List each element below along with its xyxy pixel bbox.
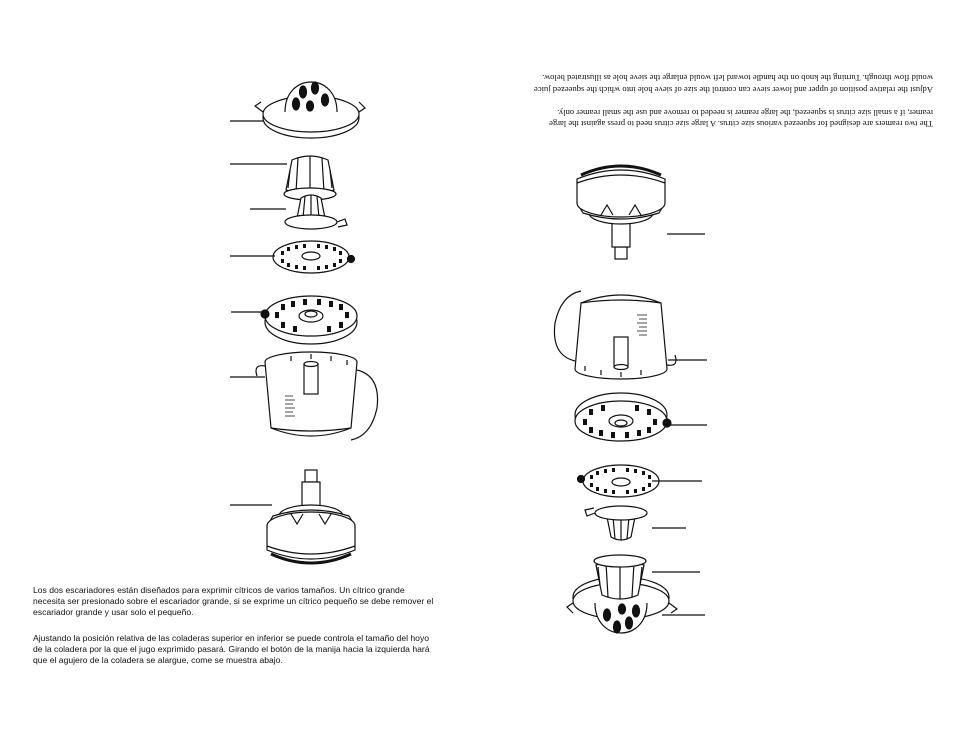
motor-base-illustration [267, 470, 355, 563]
spanish-paragraph-reamers: Los dos escariadores están diseñados para exprimir cítricos de varios tamaños. Un cítrico grande necesita ser presionado sobre el escariador grande, si se exprime un cítrico pequeño se debe remover el escariador grande y usar solo el pequeño. [33, 585, 434, 618]
upper-sieve-illustration [273, 241, 355, 273]
dust-cover-illustration [255, 82, 365, 138]
juice-container-illustration-flipped [554, 291, 676, 379]
small-reamer-illustration-flipped [585, 506, 647, 540]
english-text-block-upside-down [528, 60, 933, 129]
small-reamer-illustration [285, 195, 347, 229]
upper-sieve-illustration-flipped [578, 465, 660, 497]
english-paragraph-sieve: Adjust the relative position of upper and lower sieve can control the size of sieve hole into which the squeezed juice would flow through. Turning the knob on the handle toward left would enlarge the sieve hole as illustrated below. [533, 73, 933, 95]
lower-sieve-illustration [261, 296, 357, 344]
juice-container-illustration [256, 352, 378, 440]
right-exploded-view [554, 166, 707, 633]
spanish-paragraph-sieve: Ajustando la posición relativa de las coladeras superior en inferior se puede controla el tamaño del hoyo de la coladera por la que el jugo exprimido pasará. Girando el botón de la manija hacia la izquierda hará que el agujero de la coladera se alargue, come se muestra abajo. [33, 633, 430, 666]
motor-base-illustration-flipped [577, 166, 665, 259]
large-reamer-illustration [284, 156, 336, 200]
english-paragraph-reamers: The two reamers are designed for squeezed various size citrus. A large size citrus need to press against the large reamer, if a small size citrus is squeezed, the large reamer is needed to remove and use the small reamer only. [549, 107, 933, 129]
large-reamer-illustration-flipped [594, 555, 646, 599]
lower-sieve-illustration-flipped [575, 393, 671, 441]
left-exploded-view [230, 82, 378, 563]
